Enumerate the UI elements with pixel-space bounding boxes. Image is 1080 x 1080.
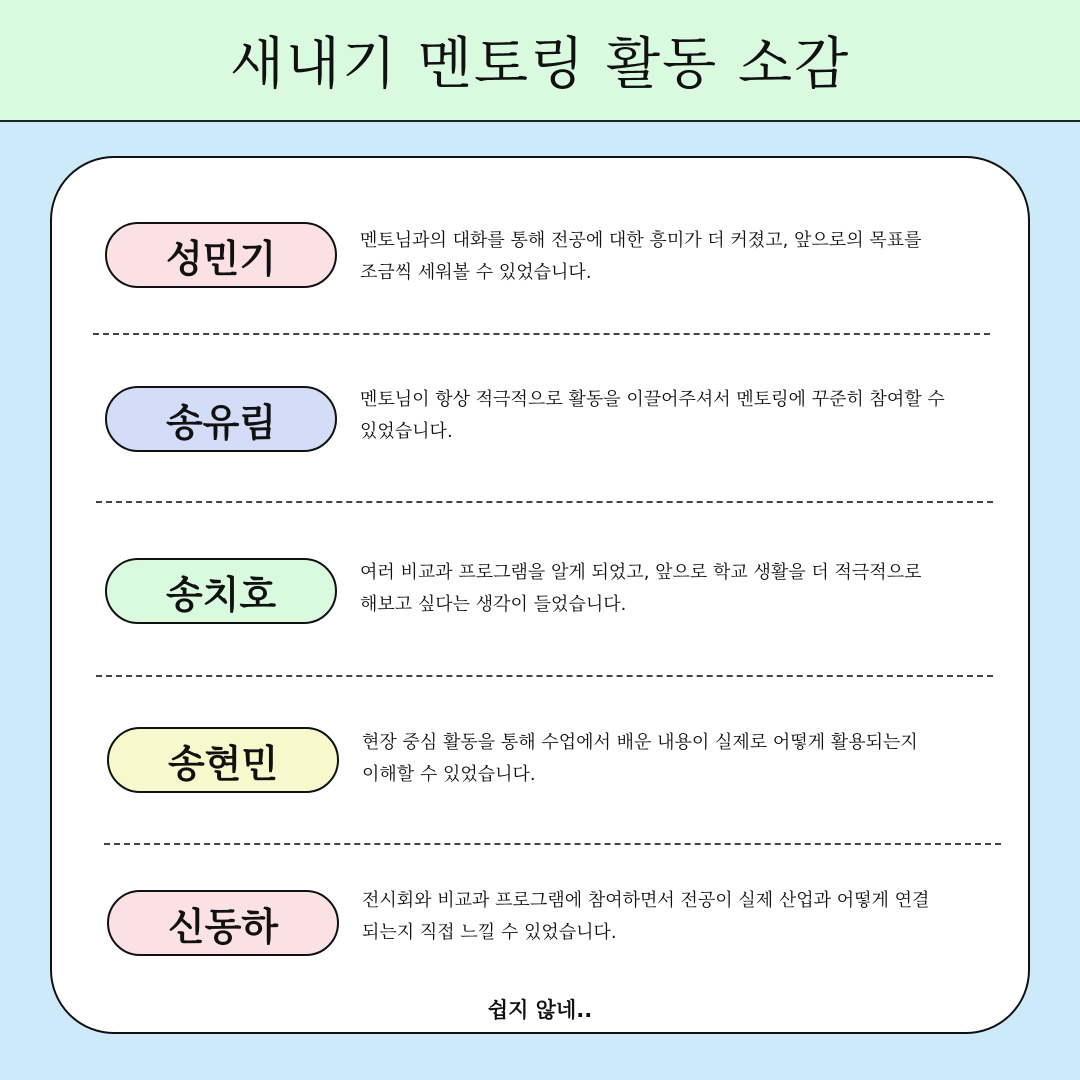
divider-4	[104, 843, 1001, 845]
comment-4	[362, 727, 1002, 791]
comment-5-line-1: 전시회와 비교과 프로그램에 참여하면서 전공이 실제 산업과 어떻게 연결	[362, 890, 930, 911]
comment-1	[360, 225, 1000, 289]
name-badge-4: 송현민	[107, 727, 339, 793]
comment-1-line-1: 멘토님과의 대화를 통해 전공에 대한 흥미가 더 커졌고, 앞으로의 목표를	[360, 230, 922, 251]
comment-3	[360, 557, 1000, 621]
footer-remark: 쉽지 않네..	[487, 998, 593, 1022]
comment-3-line-1: 여러 비교과 프로그램을 알게 되었고, 앞으로 학교 생활을 더 적극적으로	[360, 562, 922, 583]
header-banner	[0, 0, 1080, 122]
comment-5	[362, 885, 1002, 949]
divider-2	[96, 501, 993, 503]
comment-2-line-2: 있었습니다.	[360, 421, 453, 442]
name-badge-2: 송유림	[105, 386, 337, 452]
comment-1-line-2: 조금씩 세워볼 수 있었습니다.	[360, 262, 592, 283]
comment-4-line-2: 이해할 수 있었습니다.	[362, 764, 536, 785]
divider-3	[96, 675, 993, 677]
name-badge-3: 송치호	[105, 558, 337, 624]
comment-2-line-1: 멘토님이 항상 적극적으로 활동을 이끌어주셔서 멘토링에 꾸준히 참여할 수	[360, 389, 945, 410]
comment-2	[360, 384, 1000, 448]
name-badge-1: 성민기	[105, 222, 337, 288]
comment-4-line-1: 현장 중심 활동을 통해 수업에서 배운 내용이 실제로 어떻게 활용되는지	[362, 732, 918, 753]
divider-1	[93, 333, 990, 335]
page-title: 새내기 멘토링 활동 소감	[229, 32, 851, 97]
comment-5-line-2: 되는지 직접 느낄 수 있었습니다.	[362, 922, 617, 943]
comment-3-line-2: 해보고 싶다는 생각이 들었습니다.	[360, 594, 627, 615]
name-badge-5: 신동하	[107, 890, 339, 956]
